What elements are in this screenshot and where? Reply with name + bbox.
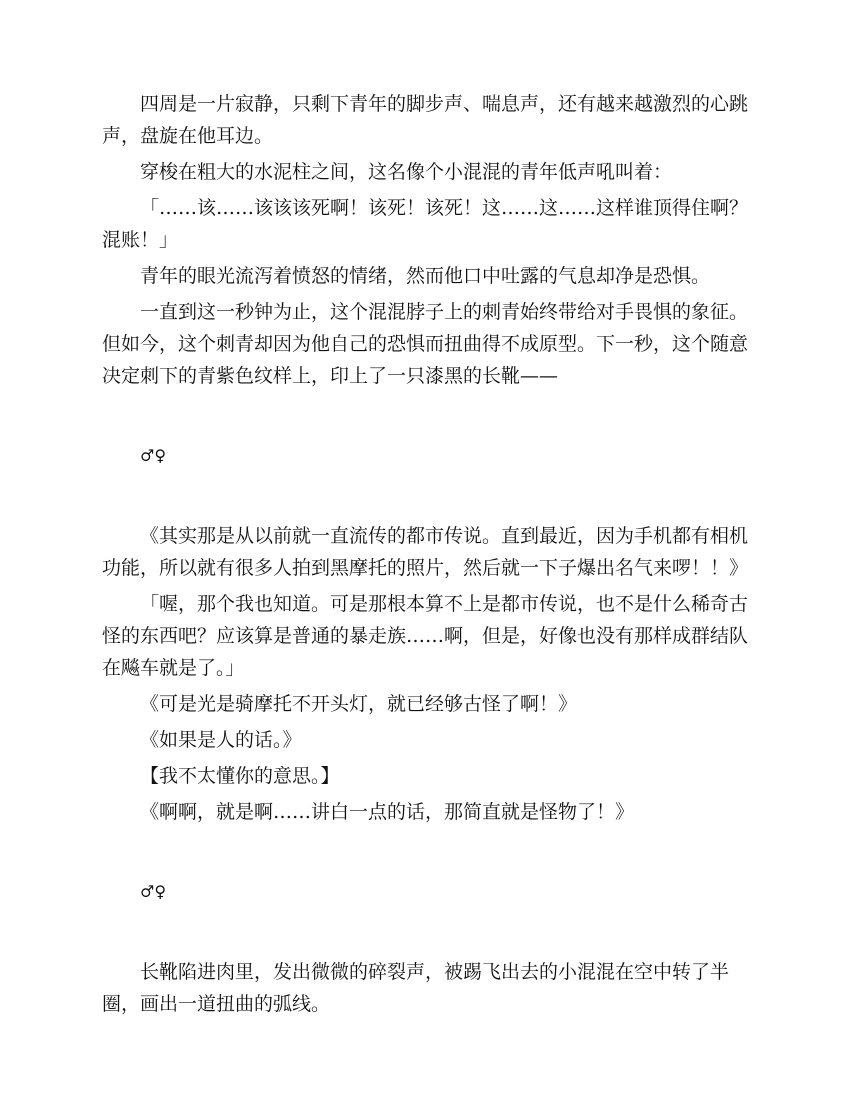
paragraph: 《如果是人的话。》 [140, 729, 302, 751]
paragraph: 《啊啊，就是啊……讲白一点的话，那简直就是怪物了！》 [140, 801, 635, 823]
paragraph: 四周是一片寂静，只剩下青年的脚步声、喘息声，还有越来越激烈的心跳声，盘旋在他耳边。 [102, 93, 749, 147]
paragraph: 【我不太懂你的意思。】 [140, 765, 340, 787]
paragraph: 《其实那是从以前就一直流传的都市传说。直到最近，因为手机都有相机功能，所以就有很多人拍到黑摩托的照片，然后就一下子爆出名气来啰！！》 [102, 525, 749, 579]
document-page [102, 88, 748, 1024]
paragraph: 「……该……该该该死啊！该死！该死！这……这……这样谁顶得住啊？混账！」 [102, 197, 749, 251]
paragraph: 《可是光是骑摩托不开头灯，就已经够古怪了啊！》 [140, 693, 578, 715]
paragraph: 「喔，那个我也知道。可是那根本算不上是都市传说，也不是什么稀奇古怪的东西吧？应该算是普通的暴走族……啊，但是，好像也没有那样成群结队在飚车就是了。」 [102, 593, 749, 679]
paragraph: 一直到这一秒钟为止，这个混混脖子上的刺青始终带给对手畏惧的象征。但如今，这个刺青却因为他自己的恐惧而扭曲得不成原型。下一秒，这个随意决定刺下的青紫色纹样上，印上了一只漆黑的长靴—— [102, 301, 749, 387]
paragraph: 长靴陷进肉里，发出微微的碎裂声，被踢飞出去的小混混在空中转了半圈，画出一道扭曲的弧线。 [102, 961, 730, 1015]
paragraph: 穿梭在粗大的水泥柱之间，这名像个小混混的青年低声吼叫着： [140, 161, 673, 183]
scene-separator: ♂♀ [140, 446, 167, 465]
paragraph: 青年的眼光流泻着愤怒的情绪，然而他口中吐露的气息却净是恐惧。 [140, 265, 711, 287]
scene-separator: ♂♀ [140, 882, 167, 901]
